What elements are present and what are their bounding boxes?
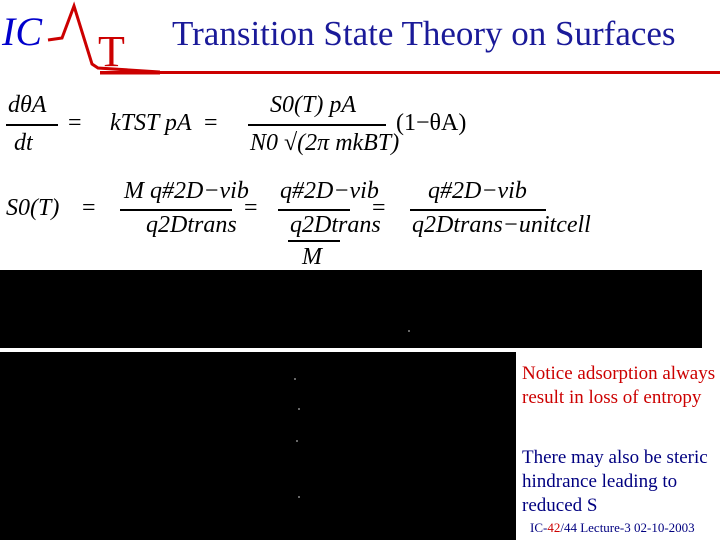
eq2-term2-denominator-bottom: M (302, 244, 322, 270)
eq1-lhs-fraction-bar (6, 124, 58, 126)
dot-marker (296, 440, 298, 442)
footer-prefix: IC- (530, 520, 548, 535)
logo-t-text: T (98, 27, 125, 76)
eq1-factor: (1−θA) (396, 110, 467, 136)
eq2-term3-numerator: q#2D−vib (428, 178, 527, 204)
eq1-rhs-fraction-bar (248, 124, 386, 126)
eq2-equals-2: = (244, 195, 258, 221)
note-entropy-loss: Notice adsorption always result in loss of entropy (522, 363, 716, 408)
dot-marker (298, 496, 300, 498)
eq2-equals-3: = (372, 195, 386, 221)
eq2-term3-denominator: q2Dtrans−unitcell (412, 212, 591, 238)
eq2-term2-inner-fraction-bar (288, 240, 340, 242)
eq1-lhs-denominator: dt (14, 130, 33, 156)
dot-marker (294, 378, 296, 380)
eq2-equals-1: = (82, 195, 96, 221)
eq2-term2-fraction-bar (278, 209, 350, 211)
eq2-term2-numerator: q#2D−vib (280, 178, 379, 204)
footer-slide-number: 42 (547, 520, 561, 535)
slide-title: Transition State Theory on Surfaces (172, 14, 676, 53)
eq1-equals-2: = (204, 110, 218, 136)
eq1-equals-1: = (68, 110, 82, 136)
dot-marker (298, 408, 300, 410)
title-underline (100, 71, 720, 74)
slide-footer (530, 520, 695, 536)
eq2-term3-fraction-bar (410, 209, 546, 211)
note-steric-hindrance: There may also be steric hindrance leading to reduced S (522, 447, 708, 516)
eq2-term2-denominator-top: q2Dtrans (290, 212, 381, 238)
eq1-lhs-numerator: dθA (8, 92, 47, 118)
eq2-term1-denominator: q2Dtrans (146, 212, 237, 238)
black-image-box-top (0, 270, 702, 348)
footer-lecture: Lecture-3 02-10-2003 (580, 520, 695, 535)
eq2-lhs: S0(T) (6, 195, 60, 221)
dot-marker (408, 330, 410, 332)
eq2-term1-fraction-bar (120, 209, 232, 211)
eq2-term1-numerator: M q#2D−vib (124, 178, 249, 204)
black-image-box-bottom (0, 352, 516, 540)
footer-total: /44 (560, 520, 577, 535)
eq1-k-term: kTST pA (110, 110, 192, 136)
eq1-rhs-denominator: N0 √(2π mkBT) (250, 130, 400, 156)
logo-ic-text: IC (2, 9, 42, 54)
eq1-rhs-numerator: S0(T) pA (270, 92, 356, 118)
